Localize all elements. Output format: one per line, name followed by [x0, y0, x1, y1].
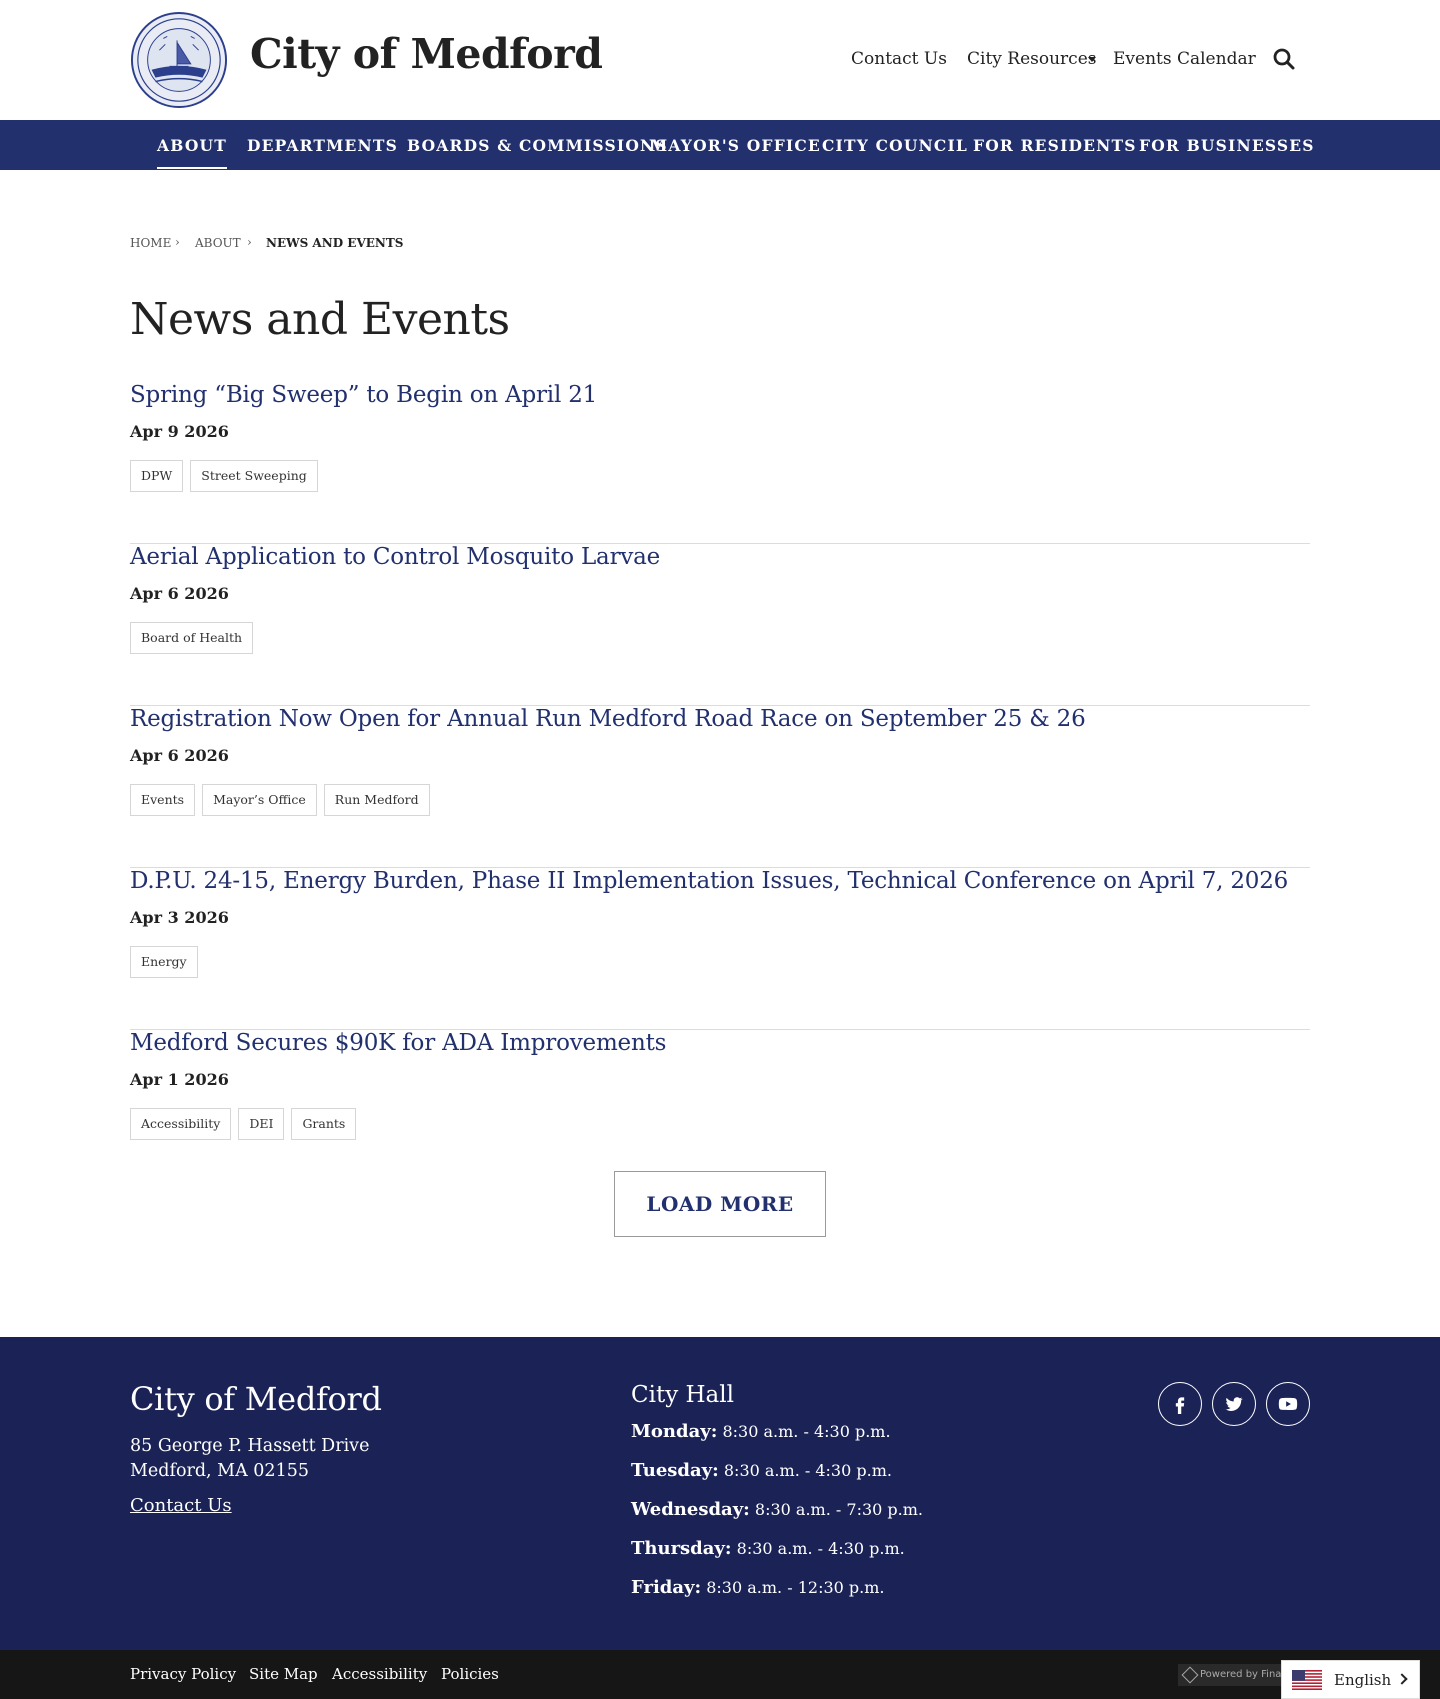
news-tag[interactable]: Mayor’s Office: [202, 784, 317, 816]
news-date: Apr 1 2026: [130, 1070, 229, 1089]
nav-item-boards-commissions[interactable]: BOARDS & COMMISSIONS: [407, 136, 668, 155]
hours-row: [631, 1538, 905, 1559]
news-date: Apr 9 2026: [130, 422, 229, 441]
hours-day: Tuesday:: [631, 1460, 719, 1481]
news-tag[interactable]: Run Medford: [324, 784, 430, 816]
news-title-link[interactable]: Aerial Application to Control Mosquito Larvae: [130, 544, 661, 570]
policies-link[interactable]: Policies: [441, 1665, 499, 1683]
chevron-right-icon: ›: [175, 235, 180, 249]
nav-item-for-residents[interactable]: FOR RESIDENTS: [973, 136, 1137, 155]
hours-row: [631, 1577, 885, 1598]
main-navigation: [0, 120, 1440, 170]
hours-row: [631, 1499, 923, 1520]
news-item: [130, 382, 1310, 544]
city-seal-logo[interactable]: [130, 11, 228, 109]
site-footer: [0, 1337, 1440, 1650]
news-date: Apr 6 2026: [130, 584, 229, 603]
hours-time: 8:30 a.m. - 4:30 p.m.: [722, 1422, 891, 1441]
hours-day: Friday:: [631, 1577, 702, 1598]
page-title: News and Events: [130, 294, 510, 345]
news-item: [130, 1030, 1310, 1192]
news-tag[interactable]: Accessibility: [130, 1108, 231, 1140]
footer-address-line2: Medford, MA 02155: [130, 1461, 309, 1481]
news-date: Apr 6 2026: [130, 746, 229, 765]
utility-contact-link[interactable]: Contact Us: [851, 49, 947, 69]
us-flag-icon: [1292, 1670, 1322, 1690]
caret-down-icon[interactable]: [1088, 57, 1096, 62]
site-title[interactable]: City of Medford: [250, 30, 603, 78]
twitter-icon[interactable]: [1212, 1382, 1256, 1426]
hours-time: 8:30 a.m. - 7:30 p.m.: [754, 1500, 923, 1519]
language-label: English: [1334, 1671, 1392, 1689]
facebook-icon[interactable]: [1158, 1382, 1202, 1426]
news-item: [130, 868, 1310, 1030]
breadcrumb-current: NEWS AND EVENTS: [266, 236, 404, 250]
chevron-right-icon: [1396, 1673, 1407, 1684]
utility-city-resources-dropdown[interactable]: City Resources: [967, 49, 1097, 69]
news-title-link[interactable]: Registration Now Open for Annual Run Medford Road Race on September 25 & 26: [130, 706, 1086, 732]
footer-title: City of Medford: [130, 1380, 382, 1418]
hours-time: 8:30 a.m. - 4:30 p.m.: [723, 1461, 892, 1480]
news-tag[interactable]: DPW: [130, 460, 183, 492]
footer-contact-link[interactable]: Contact Us: [130, 1495, 232, 1516]
news-tag[interactable]: Grants: [291, 1108, 356, 1140]
footer-address-line1: 85 George P. Hassett Drive: [130, 1436, 370, 1456]
news-title-link[interactable]: Medford Secures $90K for ADA Improvements: [130, 1030, 667, 1056]
hours-time: 8:30 a.m. - 12:30 p.m.: [706, 1578, 885, 1597]
hours-day: Monday:: [631, 1421, 718, 1442]
news-tags: [130, 946, 198, 978]
hours-row: [631, 1421, 891, 1442]
news-tags: [130, 622, 253, 654]
news-tag[interactable]: Board of Health: [130, 622, 253, 654]
news-title-link[interactable]: Spring “Big Sweep” to Begin on April 21: [130, 382, 598, 408]
news-tags: [130, 1108, 356, 1140]
utility-events-calendar-link[interactable]: Events Calendar: [1113, 49, 1256, 69]
news-tags: [130, 460, 318, 492]
powered-by-badge[interactable]: [1178, 1664, 1296, 1686]
hours-day: Wednesday:: [631, 1499, 750, 1520]
chevron-right-icon: ›: [247, 235, 252, 249]
nav-item-city-council[interactable]: CITY COUNCIL: [822, 136, 968, 155]
site-header: [0, 0, 1440, 120]
news-tags: [130, 784, 430, 816]
news-date: Apr 3 2026: [130, 908, 229, 927]
nav-item-about[interactable]: ABOUT: [157, 136, 227, 155]
nav-item-for-businesses[interactable]: FOR BUSINESSES: [1139, 136, 1315, 155]
news-item: [130, 544, 1310, 706]
load-more-button[interactable]: LOAD MORE: [614, 1171, 826, 1237]
accessibility-link[interactable]: Accessibility: [332, 1665, 428, 1683]
youtube-icon[interactable]: [1266, 1382, 1310, 1426]
search-icon[interactable]: [1272, 47, 1296, 71]
city-hall-title: City Hall: [631, 1382, 734, 1408]
language-selector[interactable]: [1281, 1660, 1420, 1699]
hours-day: Thursday:: [631, 1538, 732, 1559]
news-item: [130, 706, 1310, 868]
nav-item-mayors-office[interactable]: MAYOR'S OFFICE: [650, 136, 821, 155]
nav-item-departments[interactable]: DEPARTMENTS: [247, 136, 399, 155]
news-tag[interactable]: DEI: [238, 1108, 284, 1140]
breadcrumb-about[interactable]: ABOUT: [195, 236, 241, 250]
powered-by-text: Powered by Fina: [1200, 1669, 1282, 1680]
news-tag[interactable]: Events: [130, 784, 195, 816]
news-tag[interactable]: Energy: [130, 946, 198, 978]
site-map-link[interactable]: Site Map: [249, 1665, 318, 1683]
finalsite-logo-icon: [1182, 1667, 1199, 1684]
privacy-policy-link[interactable]: Privacy Policy: [130, 1665, 237, 1683]
breadcrumb-home[interactable]: HOME: [130, 236, 172, 250]
news-title-link[interactable]: D.P.U. 24-15, Energy Burden, Phase II Implementation Issues, Technical Conference on April 7, 2026: [130, 868, 1289, 894]
hours-row: [631, 1460, 892, 1481]
hours-time: 8:30 a.m. - 4:30 p.m.: [736, 1539, 905, 1558]
news-tag[interactable]: Street Sweeping: [190, 460, 317, 492]
